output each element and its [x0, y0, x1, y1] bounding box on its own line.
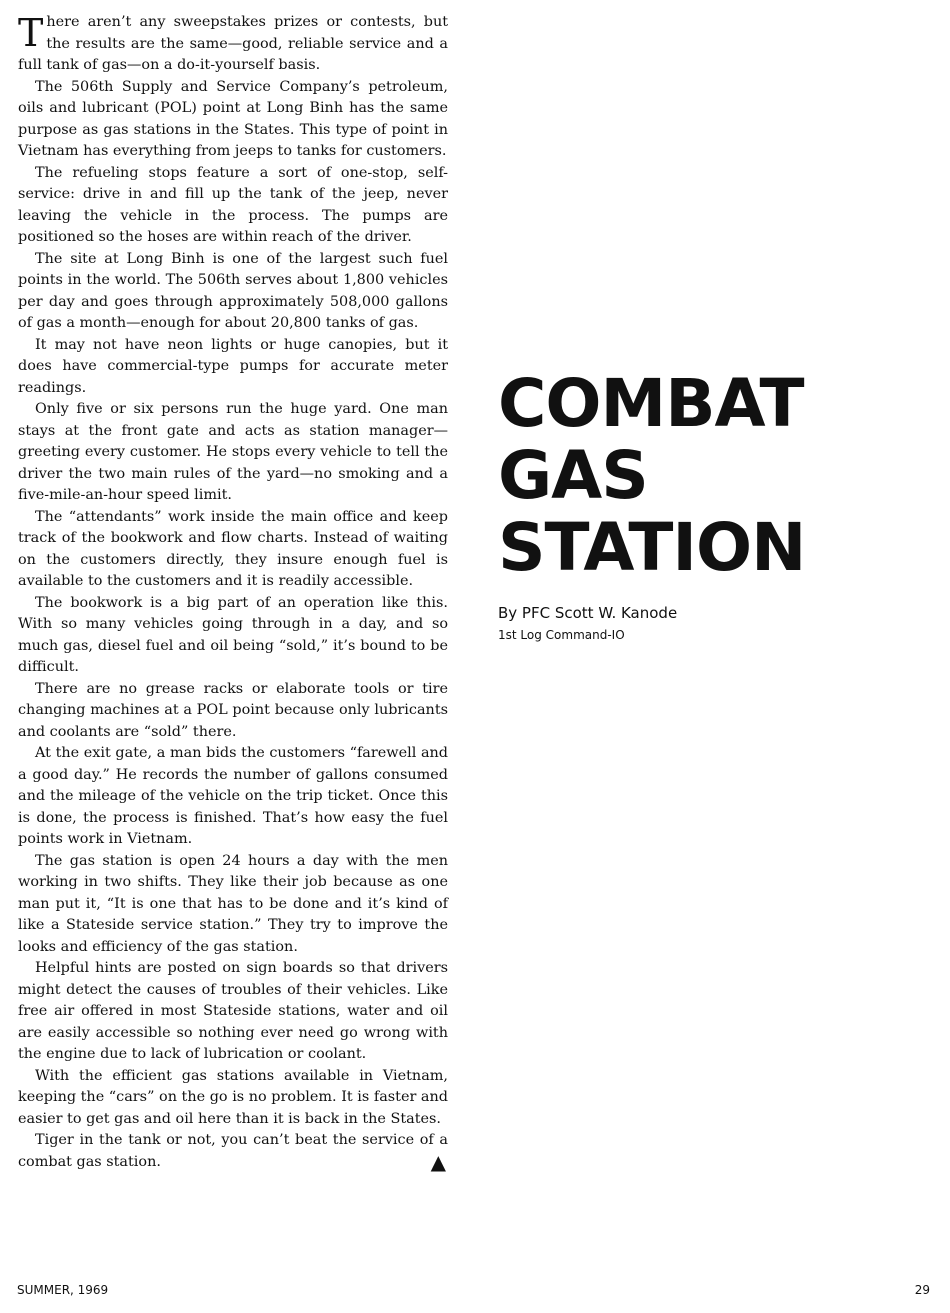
article-paragraph: The bookwork is a big part of an operation like this. With so many vehicles going through in a day, and so much gas, diesel fuel and oil being “sold,” it’s bound to be difficult.	[18, 594, 448, 675]
title-line: COMBAT	[498, 365, 804, 442]
article-paragraph: The gas station is open 24 hours a day with the men working in two shifts. They like their job because as one man put it, “It is one that has to be done and it’s kind of like a Stateside service station.” They try to improve the looks and efficiency of the gas station.	[18, 852, 448, 955]
page-number: 29	[914, 1283, 930, 1297]
article-paragraph: The 506th Supply and Service Company’s petroleum, oils and lubricant (POL) point at Long Binh has the same purpose as gas stations in the States. This type of point in Vietnam has everything from jeeps to tanks for customers.	[18, 78, 448, 159]
article-paragraph: With the efficient gas stations available in Vietnam, keeping the “cars” on the go is no problem. It is faster and easier to get gas and oil here than it is back in the States.	[18, 1067, 448, 1127]
issue-footer: SUMMER, 1969	[17, 1283, 109, 1297]
article-paragraph: The refueling stops feature a sort of one-stop, self-service: drive in and fill up the tank of the jeep, never leaving the vehicle in the process. The pumps are positioned so the hoses are within reach of the driver.	[18, 164, 448, 245]
article-paragraph: At the exit gate, a man bids the customers “farewell and a good day.” He records the number of gallons consumed and the mileage of the vehicle on the trip ticket. Once this is done, the process is finished. That’s how easy the fuel points work in Vietnam.	[18, 745, 448, 847]
title-line: GAS	[498, 437, 648, 514]
article-paragraph: The “attendants” work inside the main office and keep track of the bookwork and flow charts. Instead of waiting on the customers directly, they insure enough fuel is available to the customers and it is readily accessible.	[18, 508, 448, 589]
author-unit: 1st Log Command-IO	[498, 628, 625, 642]
end-triangle-icon: ▲	[430, 1149, 446, 1174]
byline: By PFC Scott W. Kanode	[498, 604, 678, 622]
article-paragraph: Helpful hints are posted on sign boards so that drivers might detect the causes of troubles of their vehicles. Like free air offered in most Stateside stations, water and oil are easily accessible so nothing ever need go wrong with the engine due to lack of lubrication or coolant.	[18, 960, 448, 1062]
article-paragraph: There are no grease racks or elaborate tools or tire changing machines at a POL point because only lubricants and coolants are “sold” there.	[18, 680, 448, 740]
article-paragraph: The site at Long Binh is one of the largest such fuel points in the world. The 506th serves about 1,800 vehicles per day and goes through approximately 508,000 gallons of gas a month—enough for about 20,800 tanks of gas.	[18, 250, 448, 331]
article-paragraph: Only five or six persons run the huge yard. One man stays at the front gate and acts as station manager—greeting every customer. He stops every vehicle to tell the driver the two main rules of the yard—no smoking and a five-mile-an-hour speed limit.	[18, 401, 448, 503]
article-paragraph: It may not have neon lights or huge canopies, but it does have commercial-type pumps for accurate meter readings.	[18, 336, 448, 396]
article-paragraph: Tiger in the tank or not, you can’t beat the service of a combat gas station. ▲	[18, 1132, 448, 1174]
article-body	[18, 12, 448, 1173]
article-paragraph: There aren’t any sweepstakes prizes or contests, but the results are the same—good, reliable service and a full tank of gas—on a do-it-yourself basis.	[18, 11, 448, 73]
drop-cap: T	[18, 11, 44, 55]
title-line: STATION	[498, 509, 806, 586]
article-title	[498, 365, 806, 586]
